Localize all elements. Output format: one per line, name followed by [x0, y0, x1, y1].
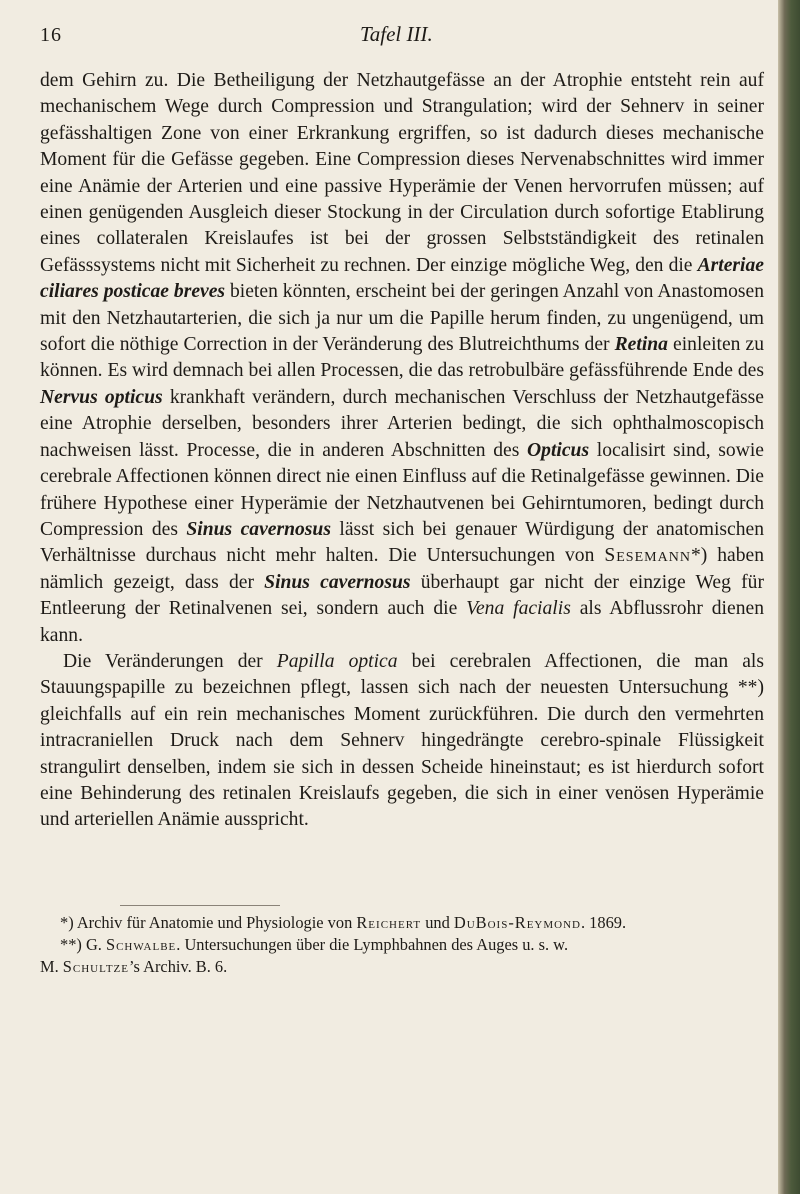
author-name: Schultze [62, 957, 129, 976]
emphasis-term: Retina [614, 334, 668, 356]
text-run: einleiten zu können. Es wird demnach bei allen Processen, die das retrobulbäre gefässführende Ende des [40, 334, 765, 382]
emphasis-term: Nervus opticus [40, 386, 163, 408]
author-name: DuBois-Reymond [453, 913, 581, 932]
emphasis-term: Sinus cavernosus [264, 571, 411, 593]
emphasis-term: Opticus [527, 439, 590, 461]
paragraph-2 [40, 649, 764, 834]
text-run: localisirt sind, sowie cerebrale Affectionen können direct nie einen Einfluss auf die Retinalgefässe gewinnen. Die frühere Hypothese einer Hyperämie der Netzhautvenen bei Gehirntumoren, bedingt durch Compression des [40, 439, 764, 540]
text-run: *) haben nämlich gezeigt, dass der [40, 545, 764, 593]
text-run: M. [40, 957, 63, 976]
page-number: 16 [40, 24, 62, 46]
text-run: krankhaft verändern, durch mechanischen Verschluss der Netzhautgefässe eine Atrophie derselben, besonders ihrer Arterien bedingt, die sich ophthalmoscopisch nachweisen lässt. Processe, die in anderen Abschnitten des [40, 386, 764, 461]
author-name: Sesemann [604, 545, 691, 567]
text-run: **) G. [60, 935, 106, 954]
footnotes [40, 912, 764, 978]
text-run: lässt sich bei genauer Würdigung der anatomischen Verhältnisse durchaus nicht mehr halten. Die Untersuchungen von [40, 518, 765, 567]
text-run: bieten könnten, erscheint bei der geringen Anzahl von Anastomosen mit den Netzhautarterien, die sich ja nur um die Papille herum finden, zu ungenügend, um sofort die nöthige Correction in der Veränderung des Blutreichthums der [40, 281, 764, 356]
text-run: überhaupt gar nicht der einzige Weg für Entleerung der Retinalvenen sei, sondern auch die [40, 571, 764, 620]
author-name: Schwalbe [105, 935, 177, 954]
italic-term: Papilla optica [276, 650, 398, 672]
text-run: Die Veränderungen der [63, 650, 277, 672]
text-run: . 1869. [580, 913, 627, 932]
emphasis-term: Sinus cavernosus [186, 518, 331, 540]
text-run: . Untersuchungen über die Lymphbahnen des Auges u. s. w. [176, 935, 569, 954]
emphasis-term: Arteriae ciliares posticae breves [40, 254, 764, 303]
italic-term: Vena facialis [466, 598, 571, 620]
text-run: dem Gehirn zu. Die Betheiligung der Netzhautgefässe an der Atrophie entsteht rein auf mechanischem Wege durch Compression und Strangulation; wird der Sehnerv in seiner gefässhaltigen Zone von einer Erkrankung ergriffen, so ist dadurch dieses mechanische Moment für die Gefässe gegeben. Eine Compression dieses Nervenabschnittes wird immer eine Anämie der Arterien und eine passive Hyperämie der Venen hervorrufen müssen; auf einen genügenden Ausgleich dieser Stockung in der Circulation durch sofortige Etablirung eines collateralen Kreislaufes ist bei der grossen Selbstständigkeit des retinalen Gefässsystems nicht mit Sicherheit zu rechnen. Der einzige mögliche Weg, den die [40, 70, 764, 276]
text-run: bei cerebralen Affectionen, die man als Stauungspapille zu bezeichnen pflegt, lassen sich nach der neuesten Untersuchung **) gleichfalls auf ein rein mechanisches Moment zurückführen. Die durch den vermehrten intracraniellen Druck nach dem Sehnerv hingedrängte cerebro-spinale Flüssigkeit strangulirt denselben, indem sie sich in dessen Scheide hineinstaut; es ist hierdurch sofort eine Behinderung des retinalen Kreislaufs gegeben, die sich in einer venösen Hyperämie und arteriellen Anämie ausspricht. [40, 650, 764, 831]
footnote-2 [40, 934, 764, 956]
body-text [40, 68, 764, 834]
text-run: ’s Archiv. B. 6. [129, 957, 228, 976]
running-head: Tafel III. [360, 22, 433, 46]
footnote-2-continued [40, 956, 764, 978]
footnote-divider [120, 905, 280, 906]
text-run: und [421, 913, 454, 932]
text-run: *) Archiv für Anatomie und Physiologie von [60, 913, 357, 932]
text-run: als Abflussrohr dienen kann. [40, 598, 764, 646]
footnote-1 [40, 912, 764, 934]
binding-edge [778, 0, 800, 1194]
author-name: Reichert [356, 913, 422, 932]
paragraph-1 [40, 68, 764, 649]
